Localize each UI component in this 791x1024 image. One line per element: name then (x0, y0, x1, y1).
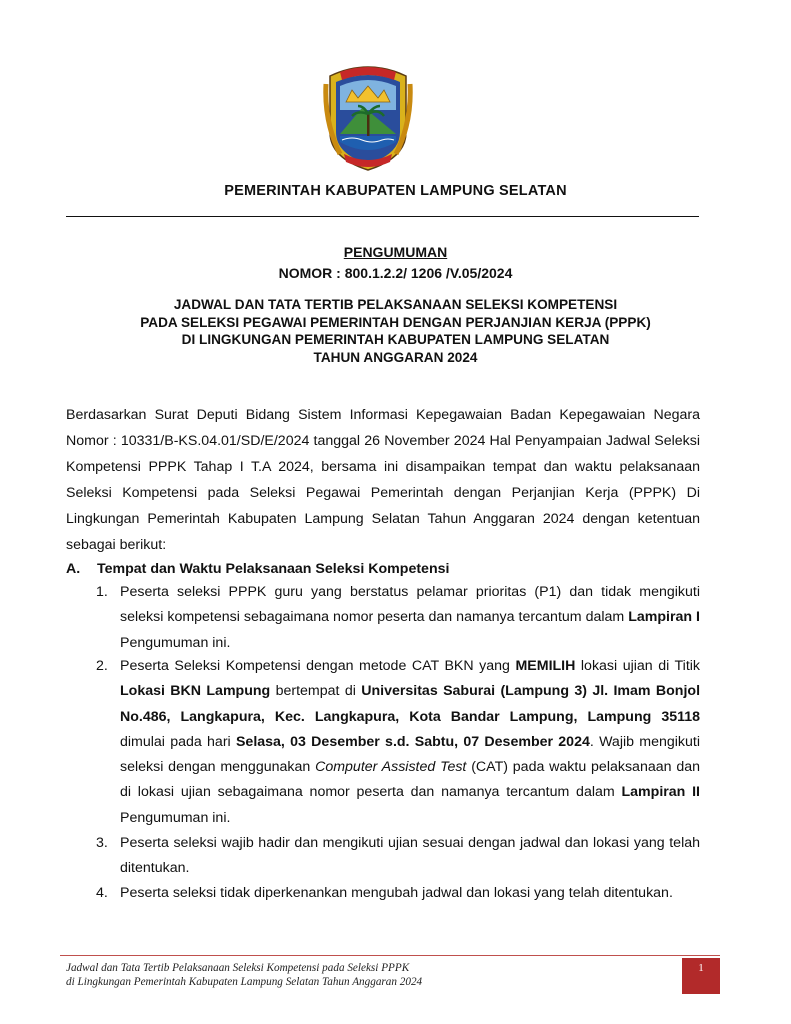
text-run: lokasi ujian di Titik (575, 658, 701, 674)
text-run: Pengumuman ini. (120, 809, 231, 826)
footer-caption (66, 962, 422, 989)
text-run: Peserta seleksi PPPK guru yang berstatus pelamar prioritas (P1) dan tidak mengikuti seleksi kompetensi sebagaimana nomor peserta dan namanya tercantum dalam (120, 584, 700, 626)
bold-text: Selasa, 03 Desember s.d. Sabtu, 07 Desember 2024 (235, 733, 590, 750)
subject-line: PADA SELEKSI PEGAWAI PEMERINTAH DENGAN PERJANJIAN KERJA (PPPK) (140, 314, 651, 330)
subject-line: TAHUN ANGGARAN 2024 (313, 349, 478, 365)
list-item-number: 1. (96, 584, 108, 600)
lampung-selatan-emblem-icon (322, 62, 414, 174)
footer-divider (60, 955, 720, 956)
text-run: dimulai pada hari (120, 733, 236, 750)
subject-line: JADWAL DAN TATA TERTIB PELAKSANAAN SELEKSI KOMPETENSI (173, 297, 618, 312)
bold-text: Universitas Saburai (Lampung 3) Jl. Imam Bonjol No.486, Langkapura, Kec. Langkapura, Kota Bandar Lampung, Lampung 35118 (120, 683, 701, 725)
text-run: Pengumuman ini. (120, 634, 231, 651)
italic-text: Computer Assisted Test (315, 759, 467, 776)
header-divider (66, 216, 699, 217)
intro-paragraph: Berdasarkan Surat Deputi Bidang Sistem Informasi Kepegawaian Badan Kepegawaian Negara Nomor : 10331/B-KS.04.01/SD/E/2024 tanggal 26 November 2024 Hal Penyampaian Jadwal Seleksi Kompetensi PPPK Tahap I T.A 2024, bersama ini disampaikan tempat dan waktu pelaksanaan Seleksi Kompetensi pada Seleksi Pegawai Pemerintah dengan Perjanjian Kerja (PPPK) Di Lingkungan Pemerintah Kabupaten Lampung Selatan Tahun Anggaran 2024 dengan ketentuan sebagai berikut: (66, 407, 700, 553)
announcement-number: NOMOR : 800.1.2.2/ 1206 /V.05/2024 (278, 265, 513, 281)
bold-text: Lampiran I (628, 609, 700, 626)
list-item-number: 3. (96, 835, 108, 851)
text-run: (CAT) pada waktu pelaksanaan dan di lokasi ujian sebagaimana nomor peserta dan namanya tercantum dalam (120, 759, 700, 801)
list-item-number: 4. (96, 885, 108, 901)
text-run: Peserta Seleksi Kompetensi dengan metode CAT BKN yang (120, 658, 516, 674)
text-run: . Wajib mengikuti seleksi dengan menggunakan (120, 733, 700, 776)
list-item-number: 2. (96, 658, 108, 674)
government-title: PEMERINTAH KABUPATEN LAMPUNG SELATAN (224, 183, 567, 199)
regency-emblem (322, 62, 414, 174)
announcement-title: PENGUMUMAN (343, 244, 448, 260)
list-item (96, 654, 700, 831)
section-letter: A. (66, 561, 81, 577)
list-item (96, 881, 700, 906)
section-title: Tempat dan Waktu Pelaksanaan Seleksi Kompetensi (97, 561, 450, 577)
list-item-text (120, 580, 700, 656)
subject-line: DI LINGKUNGAN PEMERINTAH KABUPATEN LAMPUNG SELATAN (181, 332, 610, 347)
list-item-text: Peserta seleksi tidak diperkenankan mengubah jadwal dan lokasi yang telah ditentukan. (120, 885, 673, 901)
page-number: 1 (682, 958, 720, 994)
announcement-subject (0, 296, 791, 366)
section-a-heading (66, 557, 700, 581)
bold-text: Lokasi BKN Lampung (120, 683, 271, 700)
footer-line-2: di Lingkungan Pemerintah Kabupaten Lampung Selatan Tahun Anggaran 2024 (66, 975, 423, 988)
bold-text: Lampiran II (621, 784, 700, 801)
list-item-text (120, 654, 700, 831)
list-item (96, 831, 700, 882)
list-item (96, 580, 700, 656)
bold-text: MEMILIH (515, 658, 576, 674)
footer-line-1: Jadwal dan Tata Tertib Pelaksanaan Seleksi Kompetensi pada Seleksi PPPK (66, 962, 410, 974)
text-run: bertempat di (270, 683, 362, 700)
list-item-text: Peserta seleksi wajib hadir dan mengikuti ujian sesuai dengan jadwal dan lokasi yang telah ditentukan. (120, 835, 700, 877)
